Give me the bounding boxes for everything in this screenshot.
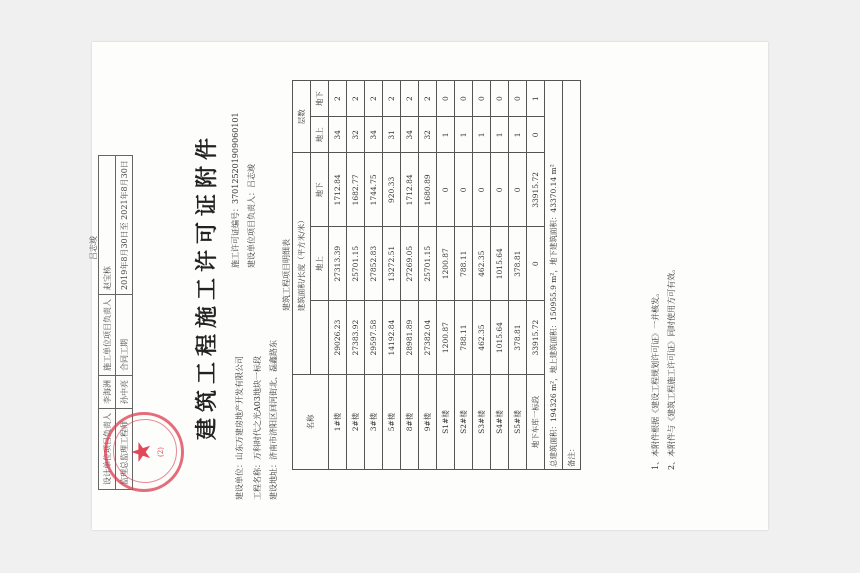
header-floors: 层数 bbox=[293, 81, 311, 153]
table-cell: 31 bbox=[383, 117, 401, 153]
project-detail-table bbox=[280, 80, 581, 470]
table-cell: 赵宝栋 bbox=[99, 156, 116, 295]
table-row bbox=[527, 81, 545, 470]
table-cell: 0 bbox=[473, 81, 491, 117]
table-cell: 32 bbox=[419, 117, 437, 153]
header-floors-below: 地下 bbox=[311, 81, 329, 117]
table-cell: S2#楼 bbox=[455, 375, 473, 470]
table-cell: 33915.72 bbox=[527, 301, 545, 375]
table-body bbox=[329, 81, 545, 470]
note-1: 1、本附件根据《建设工程规划许可证》一并核发。 bbox=[651, 288, 660, 470]
table-cell: 0 bbox=[437, 153, 455, 227]
table-row bbox=[509, 81, 527, 470]
table-row bbox=[365, 81, 383, 470]
table-row bbox=[383, 81, 401, 470]
table-cell: 0 bbox=[509, 81, 527, 117]
table-cell: 788.11 bbox=[455, 227, 473, 301]
notes bbox=[648, 265, 680, 470]
table-cell: S4#楼 bbox=[491, 375, 509, 470]
table-cell: 29597.58 bbox=[365, 301, 383, 375]
seal-text: (2) bbox=[157, 447, 165, 457]
table-cell: 5#楼 bbox=[383, 375, 401, 470]
table-cell: 监理总监理工程师 bbox=[116, 409, 133, 490]
table-cell: 设计单位项目负责人 bbox=[99, 409, 116, 490]
table-cell: 合同工期 bbox=[116, 295, 133, 376]
table-cell: 1744.75 bbox=[365, 153, 383, 227]
table-cell: 1 bbox=[491, 117, 509, 153]
table-cell: S5#楼 bbox=[509, 375, 527, 470]
table-cell: 920.33 bbox=[383, 153, 401, 227]
table-cell: 34 bbox=[329, 117, 347, 153]
table-cell: 2 bbox=[347, 81, 365, 117]
table-cell: 462.35 bbox=[473, 227, 491, 301]
table-cell: 1200.87 bbox=[437, 301, 455, 375]
table-header-row bbox=[293, 81, 311, 470]
builder-name: 建设单位：山东万建房地产开发有限公司 bbox=[235, 356, 244, 500]
table-cell: 25701.15 bbox=[419, 227, 437, 301]
table-row bbox=[437, 81, 455, 470]
table-cell: 1 bbox=[455, 117, 473, 153]
header-area: 建筑面积/长度（平方米/米） bbox=[293, 153, 311, 375]
table-cell: 2 bbox=[401, 81, 419, 117]
table-cell: 29026.23 bbox=[329, 301, 347, 375]
table-cell: 27269.05 bbox=[401, 227, 419, 301]
table-cell: 14192.84 bbox=[383, 301, 401, 375]
table-cell: 2#楼 bbox=[347, 375, 365, 470]
table-cell: 1 bbox=[473, 117, 491, 153]
header-below: 地下 bbox=[311, 153, 329, 227]
table-cell: 9#楼 bbox=[419, 375, 437, 470]
table-cell: 2 bbox=[419, 81, 437, 117]
table-cell: 25701.15 bbox=[347, 227, 365, 301]
table-cell: 378.81 bbox=[509, 301, 527, 375]
table-cell: 27852.83 bbox=[365, 227, 383, 301]
cert-number: 施工许可证编号：370125201909060101 bbox=[231, 112, 240, 268]
project-name: 工程名称：万科时代之光A03地块一标段 bbox=[253, 356, 262, 500]
table-cell: 27382.04 bbox=[419, 301, 437, 375]
table-cell: 0 bbox=[491, 153, 509, 227]
table-row bbox=[419, 81, 437, 470]
table-cell: 0 bbox=[455, 81, 473, 117]
remark-cell: 备注： bbox=[563, 81, 581, 470]
table-cell: 1200.87 bbox=[437, 227, 455, 301]
table-cell: S3#楼 bbox=[473, 375, 491, 470]
table-cell: 1 bbox=[437, 117, 455, 153]
table-cell: S1#楼 bbox=[437, 375, 455, 470]
project-address: 建设地址：济南市济阳区回河街北、磊鑫路东 bbox=[269, 340, 278, 500]
header-name: 名称 bbox=[293, 375, 329, 470]
table-cell: 0 bbox=[527, 227, 545, 301]
table-cell: 施工单位项目负责人 bbox=[99, 295, 116, 376]
table-cell: 1712.84 bbox=[329, 153, 347, 227]
table-cell: 8#楼 bbox=[401, 375, 419, 470]
table-cell: 0 bbox=[527, 117, 545, 153]
table-row bbox=[455, 81, 473, 470]
table-cell: 2 bbox=[329, 81, 347, 117]
note-2: 2、本附件与《建筑工程施工许可证》同时使用方可有效。 bbox=[667, 264, 676, 470]
table-cell: 28981.89 bbox=[401, 301, 419, 375]
table-cell: 1015.64 bbox=[491, 227, 509, 301]
table-cell: 2019年8月30日至 2021年8月30日 bbox=[116, 156, 133, 295]
remark-row bbox=[563, 81, 581, 470]
table-cell: 地下车库一标段 bbox=[527, 375, 545, 470]
table-cell: 462.35 bbox=[473, 301, 491, 375]
table-cell: 孙中亮 bbox=[116, 376, 133, 409]
header-above: 地上 bbox=[311, 227, 329, 301]
summary-cell: 总建筑面积：194326 m²，地上建筑面积：150955.9 m²，地下建筑面积：43370.14 m² bbox=[545, 81, 563, 470]
header-floors-above: 地上 bbox=[311, 117, 329, 153]
table-caption: 建筑工程项目明细表 bbox=[281, 239, 291, 311]
rotated-document bbox=[89, 42, 768, 530]
table-row bbox=[473, 81, 491, 470]
table-cell: 1682.77 bbox=[347, 153, 365, 227]
table-cell: 2 bbox=[365, 81, 383, 117]
header-total bbox=[311, 301, 329, 375]
project-manager: 建设单位项目负责人：吕志竣 bbox=[247, 164, 256, 268]
table-cell: 34 bbox=[365, 117, 383, 153]
table-cell: 0 bbox=[491, 81, 509, 117]
table-cell: 33915.72 bbox=[527, 153, 545, 227]
table-cell: 李海洲 bbox=[99, 376, 116, 409]
table-cell: 27313.39 bbox=[329, 227, 347, 301]
table-row bbox=[491, 81, 509, 470]
table-cell: 13272.51 bbox=[383, 227, 401, 301]
table-cell: 3#楼 bbox=[365, 375, 383, 470]
page-title: 建筑工程施工许可证附件 bbox=[194, 132, 220, 441]
table-cell: 0 bbox=[473, 153, 491, 227]
table-cell: 1 bbox=[509, 117, 527, 153]
official-seal bbox=[104, 412, 184, 492]
table-cell: 27383.92 bbox=[347, 301, 365, 375]
table-cell: 788.11 bbox=[455, 301, 473, 375]
table-cell: 0 bbox=[437, 81, 455, 117]
table-cell: 1#楼 bbox=[329, 375, 347, 470]
table-cell: 0 bbox=[455, 153, 473, 227]
table-cell: 1 bbox=[527, 81, 545, 117]
table-cell: 2 bbox=[383, 81, 401, 117]
table-cell: 378.81 bbox=[509, 227, 527, 301]
table-cell: 0 bbox=[509, 153, 527, 227]
table-row bbox=[401, 81, 419, 470]
document-page bbox=[89, 42, 768, 530]
table-cell: 1015.64 bbox=[491, 301, 509, 375]
summary-row bbox=[545, 81, 563, 470]
table-cell: 1712.84 bbox=[401, 153, 419, 227]
fragment-extra: 吕志竣 bbox=[89, 236, 98, 260]
star-icon: ★ bbox=[127, 440, 157, 464]
table-cell: 1680.89 bbox=[419, 153, 437, 227]
table-row bbox=[347, 81, 365, 470]
table-cell: 34 bbox=[401, 117, 419, 153]
table-row bbox=[329, 81, 347, 470]
table-cell: 32 bbox=[347, 117, 365, 153]
